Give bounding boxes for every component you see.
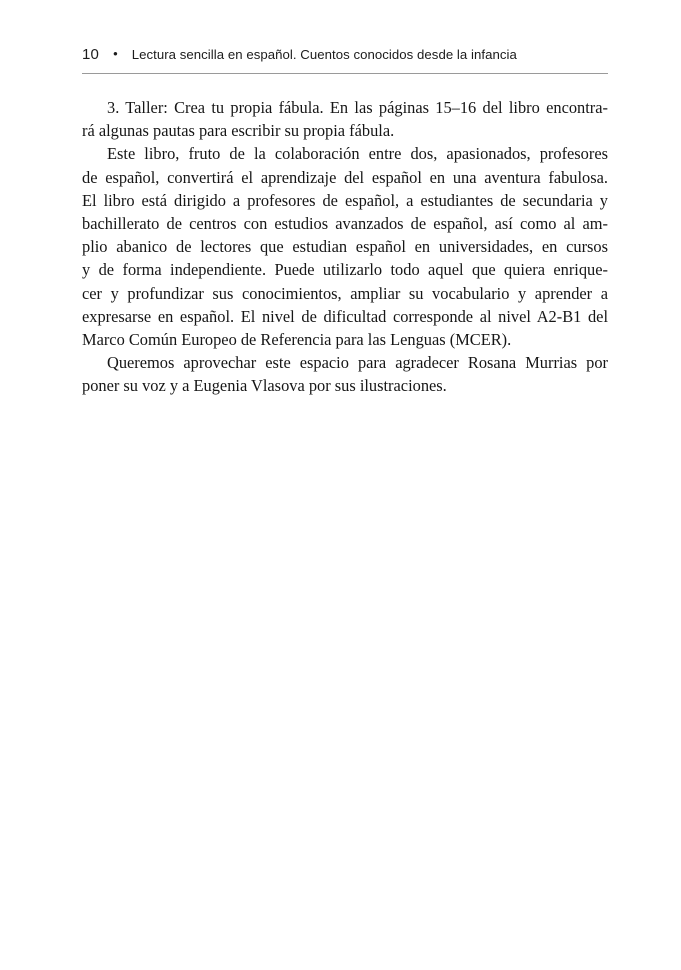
text-line: cer y profundizar sus conocimientos, ampliar su vocabulario y aprender a [82, 283, 608, 303]
text-line: expresarse en español. El nivel de dificultad corresponde al nivel A2-B1 del [82, 306, 608, 326]
text-line: Queremos aprovechar este espacio para agradecer Rosana Murrias por [107, 353, 608, 373]
running-header [82, 46, 608, 68]
text-line: y de forma independiente. Puede utilizarlo todo aquel que quiera enrique- [82, 260, 608, 280]
text-line: poner su voz y a Eugenia Vlasova por sus ilustraciones. [82, 376, 447, 396]
paragraph-taller [82, 96, 608, 142]
body-text-block [82, 96, 608, 398]
header-divider-rule [82, 73, 608, 74]
page-number: 10 [82, 46, 100, 63]
text-line: Este libro, fruto de la colaboración entre dos, apasionados, profesores [107, 144, 608, 164]
text-line: plio abanico de lectores que estudian español en universidades, en cursos [82, 237, 608, 257]
text-line: El libro está dirigido a profesores de español, a estudiantes de secundaria y [82, 190, 608, 210]
text-line: bachillerato de centros con estudios avanzados de español, así como al am- [82, 214, 608, 234]
text-line: rá algunas pautas para escribir su propia fábula. [82, 121, 395, 141]
header-separator-bullet: • [113, 46, 118, 61]
text-line: 3. Taller: Crea tu propia fábula. En las páginas 15–16 del libro encontra- [107, 98, 608, 117]
text-line: de español, convertirá el aprendizaje del español en una aventura fabulosa. [82, 167, 608, 187]
paragraph-presentacion [82, 142, 608, 351]
paragraph-agradecimientos [82, 351, 608, 397]
running-header-title: Lectura sencilla en español. Cuentos conocidos desde la infancia [131, 47, 517, 62]
text-line: Marco Común Europeo de Referencia para las Lenguas (MCER). [82, 330, 512, 350]
